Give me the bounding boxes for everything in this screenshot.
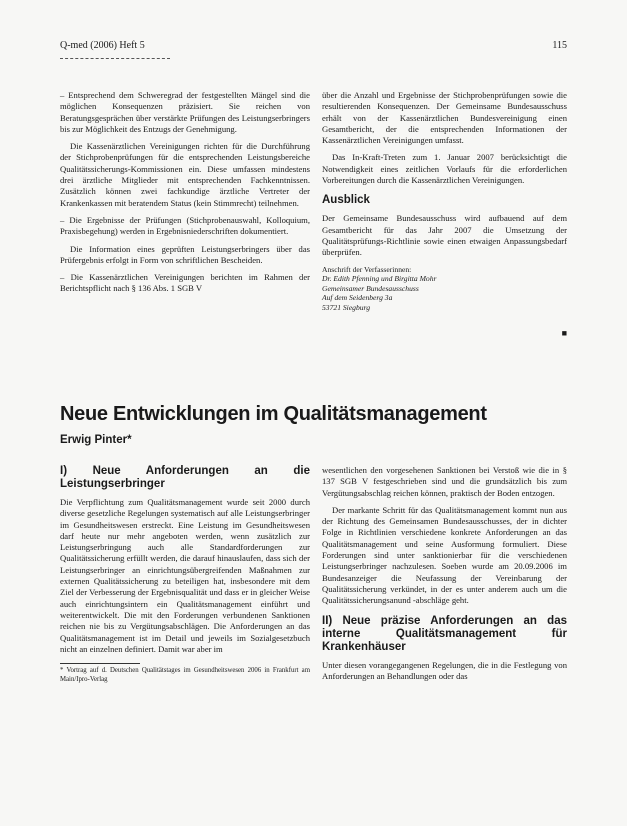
paragraph: Die Verpflichtung zum Qualitätsmanagement wurde seit 2000 durch diverse gesetzliche Regelungen systematisch auf alle Leistungserbringer im Gesundheitswesen erstreckt. Eine Leistung im Gesundheitswesen darf heute nur mehr angeboten werden, wenn zusätzlich zur Leistungserbringung auch alle Standardforderungen zur Qualitätssicherung erfüllt werden, die darauf hinauslaufen, dass sich der Leistungserbringer an einrichtungsübergreifenden Maßnahmen zur externen Qualitätssicherung zu beteiligen hat, insbesondere mit dem Ziel der Verbesserung der Ergebnisqualität und dass er in gleicher Weise auch einrichtungsintern ein Qualitätsmanagement einführt und weiterentwickelt. Die mit den Forderungen verbundenen Sanktionen reichen nie bis zu Vergütungsabschlägen. Die Anforderungen an das Qualitätsmanagement ist im Detail und jeweils im Sozialgesetzbuch nicht an einzelnen definiert. Damit war aber im	[60, 497, 310, 654]
section-heading-ausblick: Ausblick	[322, 194, 370, 207]
author-address	[322, 265, 567, 313]
footnote: * Vortrag auf d. Deutschen Qualitätstages im Gesundheitswesen 2006 in Frankfurt am Main/Ipro-Verlag	[60, 667, 310, 683]
paragraph: – Die Ergebnisse der Prüfungen (Stichprobenauswahl, Kolloquium, Praxisbegehung) werden in Ergebnisniederschriften dokumentiert.	[60, 214, 310, 237]
top-right-column	[322, 90, 567, 312]
paragraph: Unter diesen vorangegangenen Regelungen, die in die Festlegung von Anforderungen an Behandlungen oder das	[322, 659, 567, 681]
journal-info: Q-med (2006) Heft 5	[60, 40, 145, 51]
article-title: Neue Entwicklungen im Qualitätsmanagement	[60, 403, 487, 425]
paragraph: – Entsprechend dem Schweregrad der festgestellten Mängel sind die möglichen Konsequenzen präzisiert. Sie reichen von Beratungsgesprächen über verstärkte Prüfungen des Leistungserbringers bis zur Möglichkeit des Entzugs der Genehmigung.	[60, 90, 310, 134]
page-number: 115	[552, 40, 567, 51]
address-line: 53721 Siegburg	[322, 302, 371, 312]
top-left-column	[60, 90, 310, 301]
paragraph: Der markante Schritt für das Qualitätsmanagement kommt nun aus der Richtung des Gemeinsamen Bundesausschusses, der in dichter Folge in Richtlinien verschiedene konkrete Anforderungen an das Qualitätsmanagement und seine Ausformung formuliert. Diese Forderungen sind unter sanktionierbar für die verschiedenen Leistungserbringer nachzulesen. Soeben wurde am 20.09.2006 im Bundesanzeiger die Neufassung der Vereinbarung der Qualitätssicherung verkündet, in der es unter anderem auch um die Qualitätssicherungsanund -abschläge geht.	[322, 504, 567, 606]
paragraph: Die Information eines geprüften Leistungserbringers über das Prüfergebnis erfolgt in Form von schriftlichen Bescheiden.	[60, 243, 310, 265]
article-author: Erwig Pinter*	[60, 434, 132, 446]
section-heading-1: I) Neue Anforderungen an die Leistungserbringer	[60, 465, 310, 490]
bottom-right-column	[322, 465, 567, 688]
address-line: Auf dem Seidenberg 3a	[322, 293, 393, 303]
address-label: Anschrift der Verfasserinnen:	[322, 264, 412, 274]
paragraph: Der Gemeinsame Bundesausschuss wird aufbauend auf dem Gesamtbericht für das Jahr 2007 die Umsetzung der Qualitätsprüfungs-Richtlinie sowie einen etwaigen Anpassungsbedarf überprüfen.	[322, 213, 567, 258]
paragraph: Das In-Kraft-Treten zum 1. Januar 2007 berücksichtigt die Notwendigkeit eines zeitlichen Vorlaufs für die erforderlichen Vorbereitungen durch die Kassenärztlichen Vereinigungen.	[322, 152, 567, 186]
paragraph: über die Anzahl und Ergebnisse der Stichprobenprüfungen sowie die resultierenden Konsequenzen. Der Gemeinsame Bundesausschuss erhält von der Kassenärztlichen Bundesvereinigung einen Gesamtbericht, der die entsprechenden Informationen der Kassenärztlichen Vereinigungen umfasst.	[322, 90, 567, 146]
header-rule	[60, 58, 170, 59]
address-line: Dr. Edith Pfenning und Birgitta Mohr	[322, 274, 437, 284]
paragraph: wesentlichen den vorgesehenen Sanktionen bei Verstoß wie die in § 137 SGB V festgeschrieben sind und die grundsätzlich bis zum Vergütungsabschlag reichen können, praktisch der Boden entzogen.	[322, 465, 567, 498]
address-line: Gemeinsamer Bundesausschuss	[322, 283, 419, 293]
paragraph: – Die Kassenärztlichen Vereinigungen berichten im Rahmen der Berichtspflicht nach § 136 Abs. 1 SGB V	[60, 272, 310, 294]
running-header	[60, 40, 567, 56]
bottom-left-column	[60, 465, 310, 684]
paragraph: Die Kassenärztlichen Vereinigungen richten für die Durchführung der Stichprobenprüfungen für die entsprechenden Leistungsbereiche Qualitätssicherungs-Kommissionen ein. Diese umfassen mindestens drei ärztliche Mitglieder mit entsprechenden Fachkenntnissen. Zusätzlich können zwei fachkundige ärztliche Vertreter der Krankenkassen mit beratendem Status (kein Stimmrecht) teilnehmen.	[60, 141, 310, 208]
footnote-rule	[60, 663, 140, 664]
end-of-article-mark: ■	[561, 328, 567, 338]
section-heading-2: II) Neue präzise Anforderungen an das interne Qualitätsmanagement für Krankenhäuser	[322, 614, 567, 653]
